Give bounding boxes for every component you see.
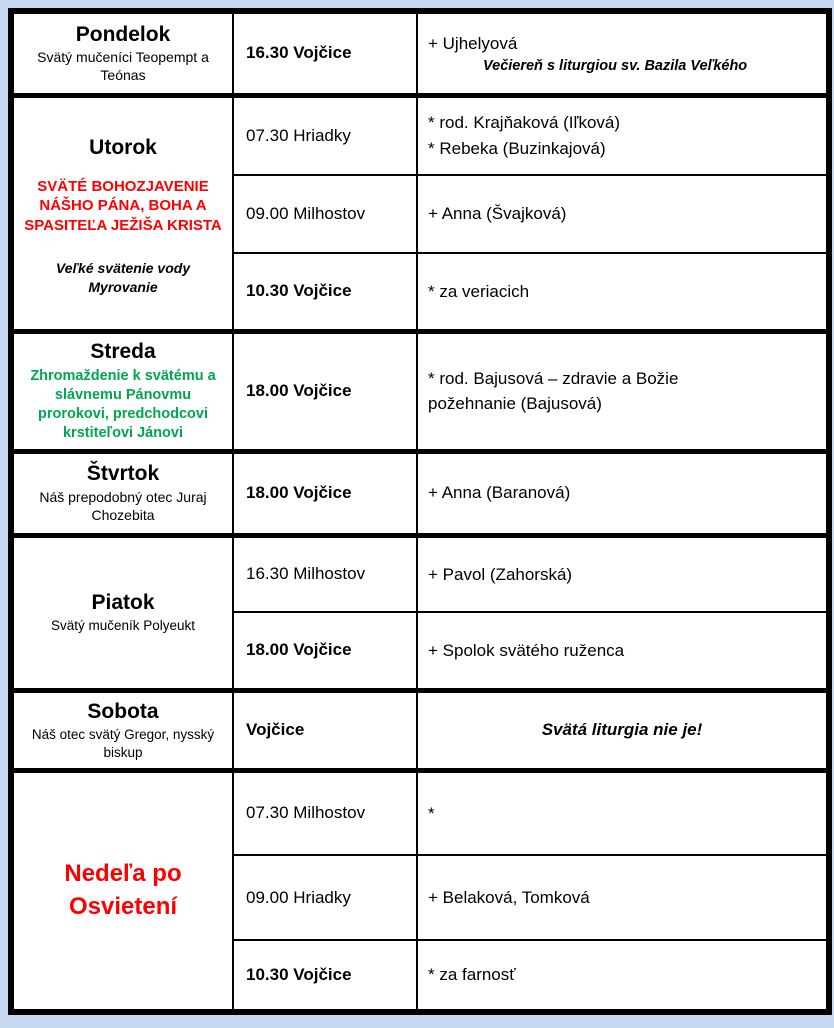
day-cell-sobota bbox=[11, 690, 233, 770]
intention-text: + Ujhelyová bbox=[428, 34, 518, 54]
table-row bbox=[11, 331, 829, 451]
intention-cell bbox=[417, 331, 829, 451]
day-cell-streda bbox=[11, 331, 233, 451]
service-note-text: Večiereň s liturgiou sv. Bazila Veľkého bbox=[483, 57, 748, 74]
feast-text-green: Zhromaždenie k svätému a slávnemu Pánovmu prorokovi, predchodcovi krstiteľovi Jánovi bbox=[30, 367, 216, 442]
time-place-text: 09.00 Hriadky bbox=[246, 887, 351, 907]
intention-cell bbox=[417, 175, 829, 253]
day-title: Nedeľa po Osvietení bbox=[64, 860, 182, 920]
time-place-text: Vojčice bbox=[246, 720, 305, 739]
feast-text: Svätý mučeníci Teopempt a Teónas bbox=[37, 48, 209, 83]
intention-cell bbox=[417, 770, 829, 855]
day-cell-pondelok bbox=[11, 11, 233, 95]
intention-cell bbox=[417, 612, 829, 690]
intention-text: * za farnosť bbox=[428, 965, 516, 985]
feast-text: Náš otec svätý Gregor, nysský biskup bbox=[31, 727, 215, 760]
time-place-text: 18.00 Vojčice bbox=[246, 483, 352, 502]
time-place-text: 18.00 Vojčice bbox=[246, 640, 352, 660]
time-cell bbox=[233, 175, 417, 253]
time-place-text: 10.30 Vojčice bbox=[246, 965, 352, 984]
intention-text: * za veriacich bbox=[428, 281, 530, 301]
time-cell bbox=[233, 535, 417, 612]
time-cell bbox=[233, 331, 417, 451]
feast-text: Svätý mučeník Polyeukt bbox=[50, 618, 196, 634]
day-cell-utorok bbox=[11, 95, 233, 331]
intention-text: + Pavol (Zahorská) bbox=[428, 564, 573, 584]
time-cell bbox=[233, 451, 417, 535]
table-row bbox=[11, 11, 829, 95]
intention-cell bbox=[417, 855, 829, 940]
intention-cell bbox=[417, 940, 829, 1012]
table-row bbox=[11, 690, 829, 770]
time-cell bbox=[233, 940, 417, 1012]
feast-text-red: SVÄTÉ BOHOZJAVENIE NÁŠHO PÁNA, BOHA A SPASITEĽA JEŽIŠA KRISTA bbox=[24, 177, 222, 234]
time-place-text: 09.00 Milhostov bbox=[246, 204, 366, 223]
intention-text: * bbox=[428, 803, 435, 823]
time-cell bbox=[233, 770, 417, 855]
time-cell bbox=[233, 253, 417, 331]
time-cell bbox=[233, 11, 417, 95]
time-place-text: 16.30 Vojčice bbox=[246, 43, 352, 63]
day-cell-piatok bbox=[11, 535, 233, 690]
intention-text: + Belaková, Tomková bbox=[428, 887, 590, 907]
intention-cell bbox=[417, 535, 829, 612]
day-title: Sobota bbox=[87, 700, 159, 724]
intention-text: * rod. Bajusová – zdravie a Božie požehnanie (Bajusová) bbox=[428, 368, 679, 413]
day-cell-nedela bbox=[11, 770, 233, 1012]
time-place-text: 07.30 Hriadky bbox=[246, 125, 351, 145]
time-cell bbox=[233, 690, 417, 770]
intention-text: Svätá liturgia nie je! bbox=[541, 720, 703, 740]
day-title: Streda bbox=[90, 339, 156, 363]
time-cell bbox=[233, 612, 417, 690]
intention-cell bbox=[417, 253, 829, 331]
day-title: Piatok bbox=[91, 591, 155, 615]
intention-cell bbox=[417, 451, 829, 535]
time-place-text: 18.00 Vojčice bbox=[246, 381, 352, 400]
time-cell bbox=[233, 95, 417, 175]
intention-text: + Anna (Švajková) bbox=[428, 204, 567, 224]
intention-cell bbox=[417, 11, 829, 95]
intention-cell bbox=[417, 95, 829, 175]
day-title: Pondelok bbox=[75, 22, 171, 46]
intention-text: + Anna (Baranová) bbox=[428, 483, 571, 503]
day-title: Štvrtok bbox=[86, 462, 160, 486]
table-row bbox=[11, 535, 829, 612]
intention-text: + Spolok svätého ruženca bbox=[428, 640, 625, 660]
time-place-text: 16.30 Milhostov bbox=[246, 564, 366, 584]
table-row bbox=[11, 95, 829, 175]
feast-text: Náš prepodobný otec Juraj Chozebita bbox=[39, 488, 207, 523]
table-row bbox=[11, 770, 829, 855]
intention-cell bbox=[417, 690, 829, 770]
liturgy-schedule-table bbox=[8, 8, 832, 1015]
time-place-text: 07.30 Milhostov bbox=[246, 803, 366, 823]
time-place-text: 10.30 Vojčice bbox=[246, 281, 352, 301]
intention-text: * rod. Krajňaková (Iľková) * Rebeka (Buzinkajová) bbox=[428, 113, 621, 158]
day-note-text: Veľké svätenie vody Myrovanie bbox=[55, 260, 191, 296]
day-title: Utorok bbox=[89, 135, 157, 159]
table-row bbox=[11, 451, 829, 535]
time-cell bbox=[233, 855, 417, 940]
day-cell-stvrtok bbox=[11, 451, 233, 535]
